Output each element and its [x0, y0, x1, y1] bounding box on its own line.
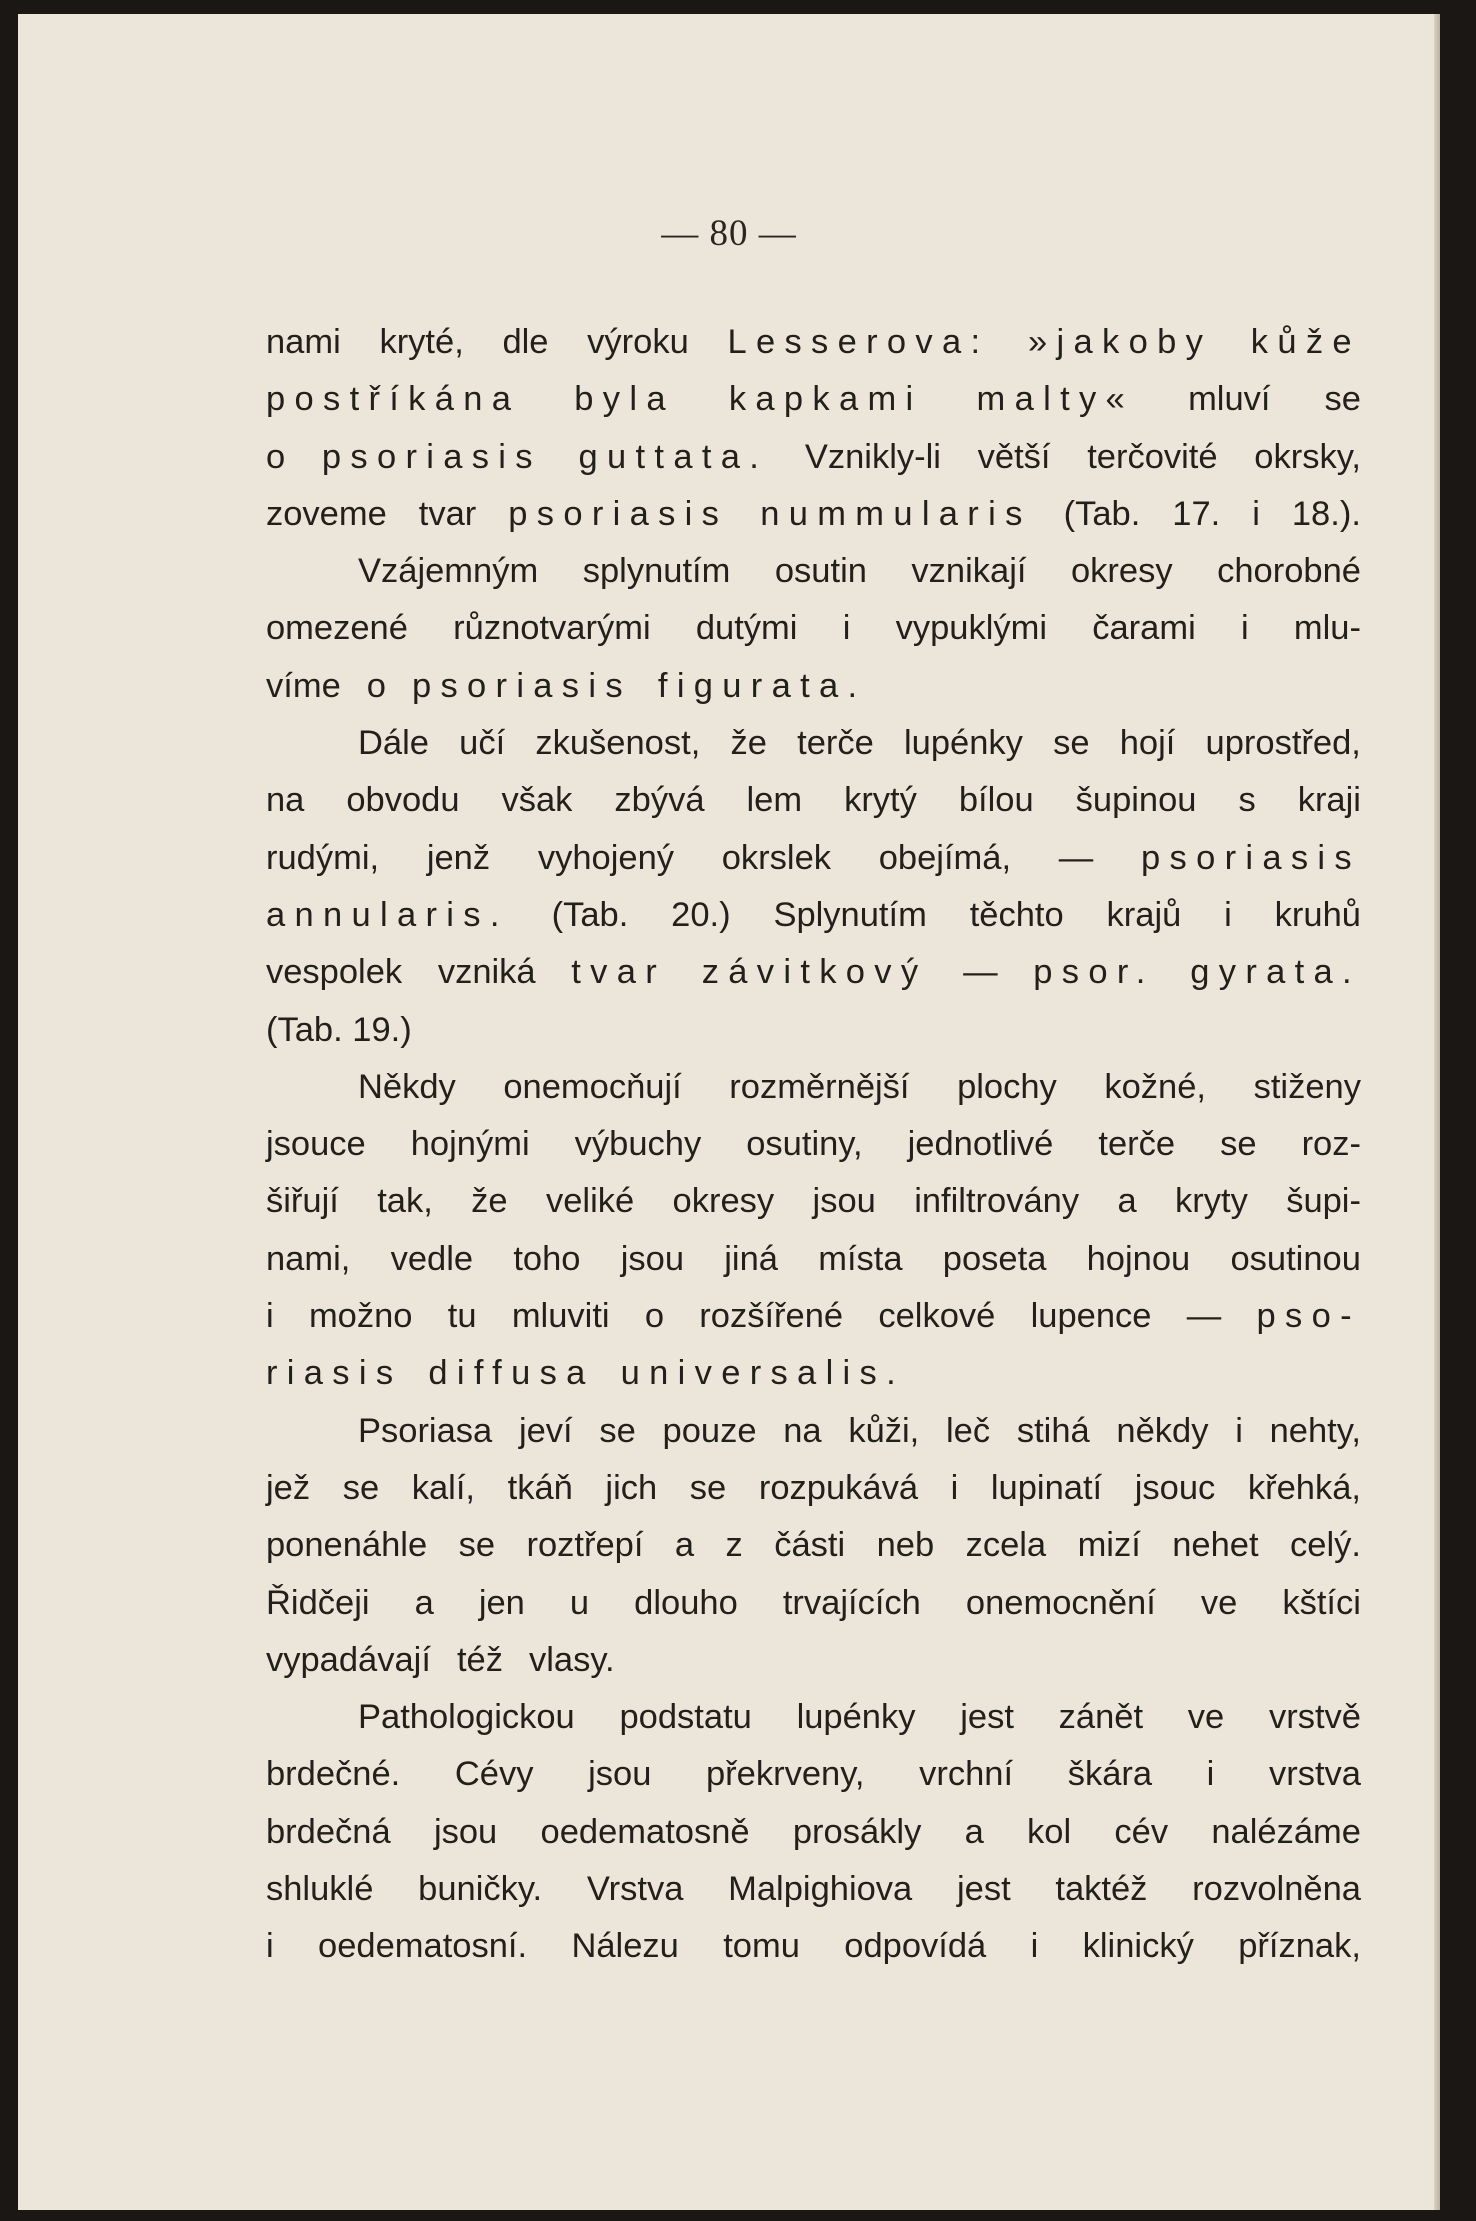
text-line: [266, 543, 1361, 600]
word: jiná: [724, 1239, 778, 1278]
word: roztřepí: [526, 1526, 644, 1565]
word: a: [414, 1583, 434, 1622]
word: okrsky,: [1254, 437, 1361, 476]
word: terčovité: [1087, 437, 1218, 476]
word: plochy: [957, 1067, 1057, 1106]
word: jest: [960, 1698, 1014, 1737]
word: šupinou: [1075, 781, 1197, 820]
word: kryté,: [379, 323, 464, 361]
word: i: [266, 1927, 274, 1966]
word: že: [730, 724, 767, 763]
word: o: [366, 666, 386, 705]
word: nehet: [1172, 1526, 1259, 1565]
word: vznikají: [911, 552, 1027, 591]
word: vypuklými: [895, 609, 1048, 648]
word: brdečná: [266, 1812, 391, 1851]
word: vrchní: [919, 1755, 1014, 1794]
text-line: [266, 1460, 1361, 1517]
word: i: [950, 1468, 959, 1507]
word: ve: [1187, 1698, 1225, 1737]
book-page: [18, 14, 1440, 2210]
text-line: [266, 1746, 1361, 1803]
word: krajů: [1106, 895, 1182, 934]
word: nami,: [266, 1239, 351, 1278]
word: dutými: [695, 609, 798, 648]
word: jen: [478, 1583, 525, 1622]
word: rozměrnější: [729, 1067, 910, 1106]
word: lupinatí: [990, 1468, 1103, 1507]
word: taktéž: [1055, 1870, 1148, 1909]
word: mluví: [1188, 380, 1271, 419]
word: lupénky: [904, 724, 1023, 763]
word: terče: [797, 724, 874, 763]
word: omezené: [266, 609, 408, 648]
word: rozšířené: [699, 1297, 844, 1336]
word: někdy: [1116, 1411, 1209, 1450]
word: se: [342, 1468, 380, 1507]
word: celkové: [878, 1297, 996, 1336]
word: Psoriasa: [358, 1411, 493, 1450]
word: se: [689, 1468, 727, 1507]
spaced-term: guttata.: [578, 437, 769, 476]
word: vzniká: [437, 953, 536, 992]
word: Splynutím: [773, 895, 927, 934]
word: (Tab.: [1063, 494, 1141, 533]
spaced-term: kůže: [1250, 323, 1361, 361]
word: Vzájemným: [358, 552, 539, 591]
text-line: [266, 1804, 1361, 1861]
word: o: [266, 437, 286, 476]
spaced-term: postříkána: [266, 380, 521, 419]
word: leč: [945, 1411, 991, 1450]
word: a: [1117, 1182, 1137, 1221]
word: možno: [308, 1297, 413, 1336]
spaced-term: nummularis: [760, 494, 1032, 533]
word: místa: [818, 1239, 903, 1278]
word: Řidčeji: [266, 1583, 370, 1622]
spaced-term: byla: [574, 380, 675, 419]
word: tvar: [418, 494, 477, 533]
word: vypadávají: [266, 1640, 431, 1679]
word: zánět: [1058, 1698, 1144, 1737]
word: větší: [977, 437, 1051, 476]
word: jsou: [620, 1239, 685, 1278]
text-line: [266, 1116, 1361, 1173]
word: trvajících: [782, 1583, 921, 1622]
word: chorobné: [1217, 552, 1361, 591]
word: obvodu: [346, 781, 460, 820]
word: s: [1238, 781, 1256, 820]
word: tu: [447, 1297, 477, 1336]
word: i: [266, 1297, 274, 1336]
word: jsou: [433, 1812, 498, 1851]
word: u: [569, 1583, 590, 1622]
word: kožné,: [1104, 1067, 1207, 1106]
word: klinický: [1082, 1927, 1194, 1966]
word: jenž: [426, 838, 491, 877]
spaced-term: psoriasis: [411, 666, 632, 705]
text-line: [266, 715, 1361, 772]
word: tak,: [377, 1182, 433, 1221]
word: i: [1206, 1755, 1215, 1794]
text-line: [266, 429, 1361, 486]
text-line: [266, 1861, 1361, 1918]
text-line: [266, 1575, 1361, 1632]
word: roz-: [1301, 1125, 1361, 1164]
spaced-term: psor.: [1033, 953, 1155, 992]
word: Cévy: [454, 1755, 534, 1794]
word: vyhojený: [537, 838, 675, 877]
word: hojnými: [410, 1125, 530, 1164]
word: (Tab. 19.): [266, 1010, 412, 1049]
word: jednotlivé: [907, 1125, 1054, 1164]
spaced-term: figurata.: [657, 666, 867, 705]
word: oedematosně: [540, 1812, 750, 1851]
word: též: [456, 1640, 503, 1679]
word: dlouho: [634, 1583, 738, 1622]
word: kryty: [1175, 1182, 1248, 1221]
word: mluviti: [511, 1297, 610, 1336]
word: že: [471, 1182, 508, 1221]
word: onemocňují: [503, 1067, 682, 1106]
word: části: [774, 1526, 846, 1565]
word: kalí,: [411, 1468, 476, 1507]
word: víme: [266, 666, 341, 705]
text-line: [266, 1689, 1361, 1746]
spaced-term: universalis.: [620, 1354, 905, 1393]
word: různotvarými: [453, 609, 651, 648]
word: osutinou: [1230, 1239, 1361, 1278]
word: jsou: [812, 1182, 876, 1221]
word: škára: [1067, 1755, 1153, 1794]
word: oedematosní.: [318, 1927, 528, 1966]
word: se: [1053, 724, 1090, 763]
word: osutiny,: [746, 1125, 863, 1164]
spaced-term: annularis.: [266, 895, 509, 934]
word: i: [842, 609, 851, 648]
spaced-term: Lesserova:: [727, 323, 990, 361]
word: dle: [502, 323, 549, 361]
word: zcela: [965, 1526, 1047, 1565]
spaced-term: psoriasis: [321, 437, 542, 476]
word: ponenáhle: [266, 1526, 428, 1565]
word: Někdy: [358, 1067, 456, 1106]
word: nehty,: [1269, 1411, 1361, 1450]
word: o: [644, 1297, 665, 1336]
spaced-term: »jakoby: [1028, 323, 1213, 361]
text-line: [266, 1002, 1361, 1059]
word: kruhů: [1274, 895, 1361, 934]
word: —: [1186, 1297, 1222, 1336]
text-line: [266, 944, 1361, 1001]
word: lupénky: [796, 1698, 916, 1737]
word: mlu-: [1293, 609, 1361, 648]
word: vrstva: [1268, 1755, 1361, 1794]
word: buničky.: [418, 1870, 543, 1909]
word: šupi-: [1286, 1182, 1361, 1221]
word: podstatu: [619, 1698, 752, 1737]
word: —: [1058, 838, 1094, 877]
page-edge: [1434, 14, 1440, 2210]
text-line: [266, 830, 1361, 887]
word: —: [963, 953, 998, 992]
word: prosákly: [792, 1812, 922, 1851]
word: jest: [956, 1870, 1011, 1909]
word: jsou: [588, 1755, 652, 1794]
word: zbývá: [614, 781, 705, 820]
spaced-term: gyrata.: [1190, 953, 1361, 992]
word: infiltrovány: [914, 1182, 1080, 1221]
spaced-term: diffusa: [428, 1354, 595, 1393]
text-line: [266, 1231, 1361, 1288]
word: Malpighiova: [728, 1870, 913, 1909]
word: překrveny,: [706, 1755, 865, 1794]
spaced-term: riasis: [266, 1354, 403, 1393]
spaced-term: psoriasis: [1141, 838, 1361, 877]
text-line: [266, 1173, 1361, 1230]
word: Dále: [358, 724, 429, 763]
word: křehká,: [1247, 1468, 1361, 1507]
word: terče: [1098, 1125, 1176, 1164]
word: kůži,: [848, 1411, 920, 1450]
word: kraji: [1297, 781, 1361, 820]
word: těchto: [969, 895, 1064, 934]
page-number: — 80 —: [661, 213, 797, 254]
word: (Tab.: [551, 895, 629, 934]
word: brdečné.: [266, 1755, 401, 1794]
spaced-term: tvar: [571, 953, 667, 992]
text-line: [266, 1345, 1361, 1402]
word: rozpukává: [758, 1468, 919, 1507]
word: celý.: [1290, 1526, 1361, 1565]
word: na: [266, 781, 305, 820]
word: ve: [1200, 1583, 1238, 1622]
spaced-term: závitkový: [701, 953, 928, 992]
spaced-term: pso-: [1256, 1297, 1361, 1336]
word: vedle: [390, 1239, 474, 1278]
text-line: [266, 1403, 1361, 1460]
word: i: [1252, 494, 1260, 533]
text-line: [266, 486, 1361, 543]
word: a: [674, 1526, 695, 1565]
text-line: [266, 1918, 1361, 1975]
word: tkáň: [507, 1468, 573, 1507]
text-line: [266, 1288, 1361, 1345]
text-line: [266, 1632, 1361, 1689]
word: neb: [876, 1526, 935, 1565]
word: čarami: [1092, 609, 1196, 648]
word: zkušenost,: [535, 724, 701, 763]
word: cév: [1114, 1812, 1169, 1851]
word: učí: [459, 724, 506, 763]
word: rozvolněna: [1192, 1870, 1361, 1909]
word: vespolek: [266, 953, 403, 992]
word: výroku: [587, 323, 689, 361]
word: veliké: [545, 1182, 635, 1221]
word: Nálezu: [571, 1927, 679, 1966]
word: nami: [266, 323, 341, 361]
word: Pathologickou: [358, 1698, 575, 1737]
word: rudými,: [266, 838, 380, 877]
word: kol: [1027, 1812, 1072, 1851]
word: 18.).: [1291, 494, 1361, 533]
word: mizí: [1077, 1526, 1141, 1565]
text-line: [266, 772, 1361, 829]
spaced-term: psoriasis: [508, 494, 729, 533]
word: pouze: [662, 1411, 757, 1450]
word: a: [964, 1812, 984, 1851]
text-line: [266, 1517, 1361, 1574]
spaced-term: kapkami: [728, 380, 923, 419]
text-line: [266, 658, 1361, 715]
word: Vznikly-li: [804, 437, 941, 476]
word: shluklé: [266, 1870, 374, 1909]
word: okresy: [672, 1182, 775, 1221]
text-line: [266, 371, 1361, 428]
word: stiženy: [1253, 1067, 1361, 1106]
word: bílou: [958, 781, 1034, 820]
word: zoveme: [266, 494, 387, 533]
word: 20.): [671, 895, 731, 934]
word: jsouc: [1134, 1468, 1216, 1507]
word: se: [599, 1411, 636, 1450]
word: se: [458, 1526, 496, 1565]
word: tomu: [723, 1927, 800, 1966]
spaced-term: malty«: [976, 380, 1135, 419]
word: i: [1030, 1927, 1039, 1966]
word: se: [1220, 1125, 1257, 1164]
word: i: [1241, 609, 1249, 648]
word: se: [1324, 380, 1361, 419]
word: šiřují: [266, 1182, 339, 1221]
word: na: [783, 1411, 822, 1450]
word: osutin: [774, 552, 867, 591]
word: jich: [605, 1468, 658, 1507]
word: toho: [513, 1239, 581, 1278]
word: výbuchy: [574, 1125, 702, 1164]
word: hojnou: [1086, 1239, 1191, 1278]
word: lupence: [1030, 1297, 1152, 1336]
word: hojí: [1119, 724, 1176, 763]
word: i: [1224, 895, 1232, 934]
word: obejímá,: [878, 838, 1012, 877]
word: jež: [266, 1468, 311, 1507]
word: 17.: [1172, 494, 1221, 533]
word: vrstvě: [1268, 1698, 1361, 1737]
text-line: [266, 1059, 1361, 1116]
word: kštíci: [1282, 1583, 1361, 1622]
word: i: [1235, 1411, 1243, 1450]
word: lem: [746, 781, 803, 820]
text-line: [266, 600, 1361, 657]
word: okrslek: [721, 838, 832, 877]
text-line: [266, 887, 1361, 944]
word: okresy: [1070, 552, 1173, 591]
word: jsouce: [266, 1125, 366, 1164]
word: odpovídá: [844, 1927, 987, 1966]
word: krytý: [844, 781, 917, 820]
word: z: [725, 1526, 743, 1565]
word: příznak,: [1238, 1927, 1361, 1966]
body-text: [266, 314, 1361, 1976]
word: však: [501, 781, 573, 820]
text-line: [266, 314, 1361, 371]
word: splynutím: [582, 552, 731, 591]
word: Vrstva: [586, 1870, 684, 1909]
word: poseta: [942, 1239, 1047, 1278]
word: jeví: [518, 1411, 573, 1450]
word: vlasy.: [528, 1640, 615, 1679]
word: onemocnění: [965, 1583, 1156, 1622]
word: nalézáme: [1211, 1812, 1361, 1851]
word: stihá: [1016, 1411, 1090, 1450]
word: uprostřed,: [1205, 724, 1361, 763]
